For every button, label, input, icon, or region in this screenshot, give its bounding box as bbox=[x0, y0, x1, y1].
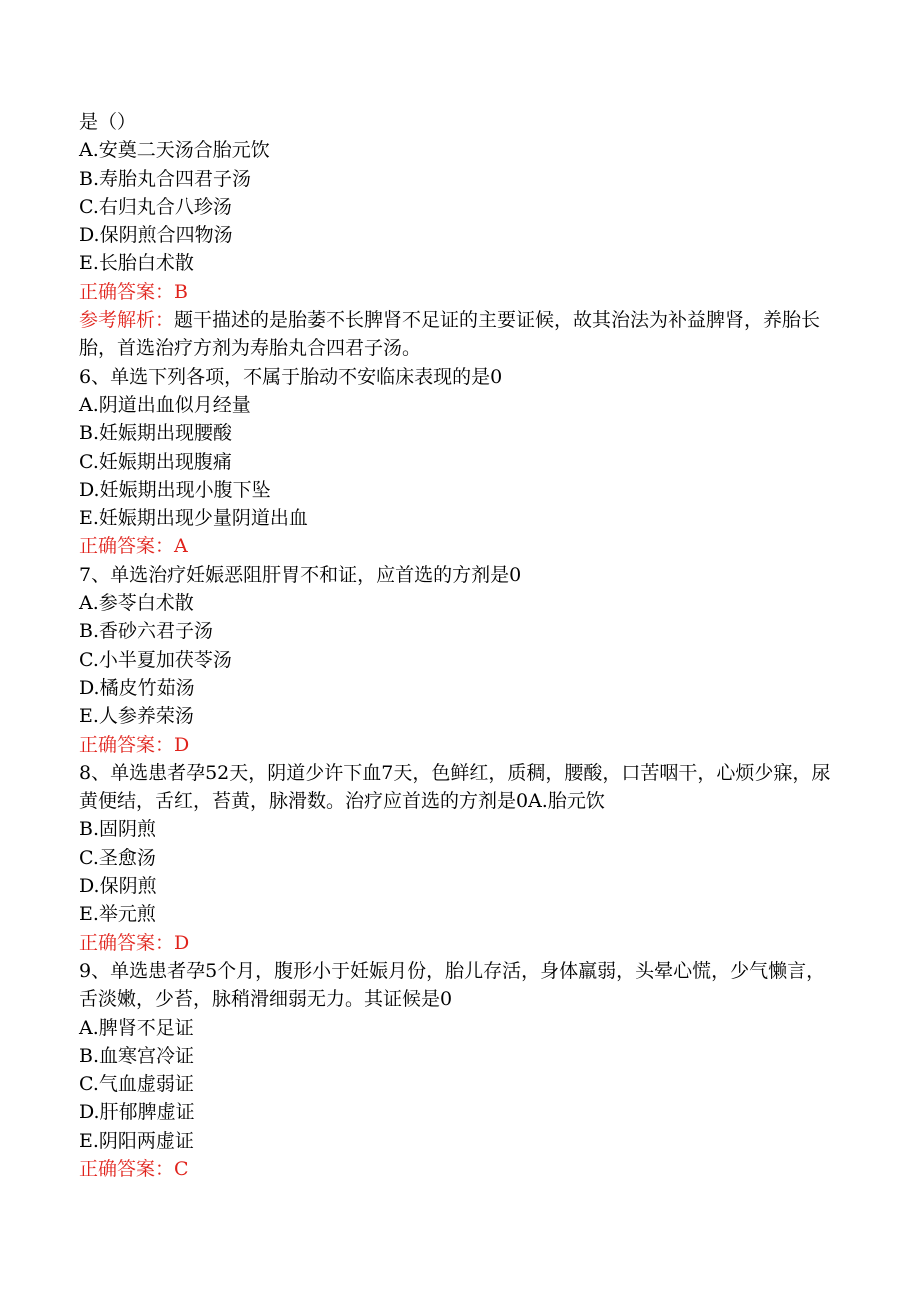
option-line: E.阴阳两虚证 bbox=[79, 1129, 194, 1152]
question-stem: 8、单选患者孕52天，阴道少许下血7天，色鲜红，质稠，腰酸，口苦咽干，心烦少寐，尿黄便结，舌红，苔黄，脉滑数。治疗应首选的方剂是0A.胎元饮 bbox=[79, 761, 831, 813]
option-line: D.保阴煎 bbox=[79, 875, 157, 898]
option-line: A.安奠二天汤合胎元饮 bbox=[79, 139, 270, 162]
option-line: C.气血虚弱证 bbox=[79, 1073, 194, 1096]
option-line: C.圣愈汤 bbox=[79, 846, 156, 869]
option-line: B.血寒宫冷证 bbox=[79, 1044, 195, 1067]
option-line: E.举元煎 bbox=[79, 903, 156, 926]
option-line: A.参苓白术散 bbox=[79, 592, 194, 615]
question-stem-tail: 是（） bbox=[79, 111, 137, 133]
correct-answer: 正确答案：D bbox=[79, 931, 190, 954]
option-line: E.妊娠期出现少量阴道出血 bbox=[79, 507, 308, 530]
option-line: C.右归丸合八珍汤 bbox=[79, 195, 232, 218]
question-content bbox=[79, 108, 839, 1183]
correct-answer: 正确答案：B bbox=[79, 280, 188, 303]
correct-answer: 正确答案：D bbox=[79, 733, 190, 756]
option-line: A.阴道出血似月经量 bbox=[79, 393, 251, 416]
option-line: C.小半夏加茯苓汤 bbox=[79, 648, 232, 671]
option-line: A.脾肾不足证 bbox=[79, 1016, 194, 1039]
option-line: D.橘皮竹茹汤 bbox=[79, 676, 195, 699]
option-line: B.妊娠期出现腰酸 bbox=[79, 422, 233, 445]
reference-analysis: 参考解析：题干描述的是胎萎不长脾肾不足证的主要证候，故其治法为补益脾肾，养胎长胎，首选治疗方剂为寿胎丸合四君子汤。 bbox=[79, 309, 821, 360]
option-line: C.妊娠期出现腹痛 bbox=[79, 450, 232, 473]
correct-answer: 正确答案：C bbox=[79, 1157, 189, 1180]
option-line: E.长胎白术散 bbox=[79, 252, 194, 275]
option-line: E.人参养荣汤 bbox=[79, 705, 194, 728]
question-stem: 9、单选患者孕5个月，腹形小于妊娠月份，胎儿存活，身体羸弱，头晕心慌，少气懒言，舌淡嫩，少苔，脉稍滑细弱无力。其证候是0 bbox=[79, 959, 826, 1011]
question-stem: 6、单选下列各项，不属于胎动不安临床表现的是0 bbox=[79, 365, 503, 388]
option-line: D.肝郁脾虚证 bbox=[79, 1101, 195, 1124]
option-line: D.保阴煎合四物汤 bbox=[79, 224, 233, 247]
question-stem: 7、单选治疗妊娠恶阻肝胃不和证，应首选的方剂是0 bbox=[79, 563, 522, 586]
option-line: D.妊娠期出现小腹下坠 bbox=[79, 478, 271, 501]
correct-answer: 正确答案：A bbox=[79, 535, 188, 558]
option-line: B.寿胎丸合四君子汤 bbox=[79, 167, 252, 190]
option-line: B.香砂六君子汤 bbox=[79, 620, 214, 643]
option-line: B.固阴煎 bbox=[79, 818, 157, 841]
